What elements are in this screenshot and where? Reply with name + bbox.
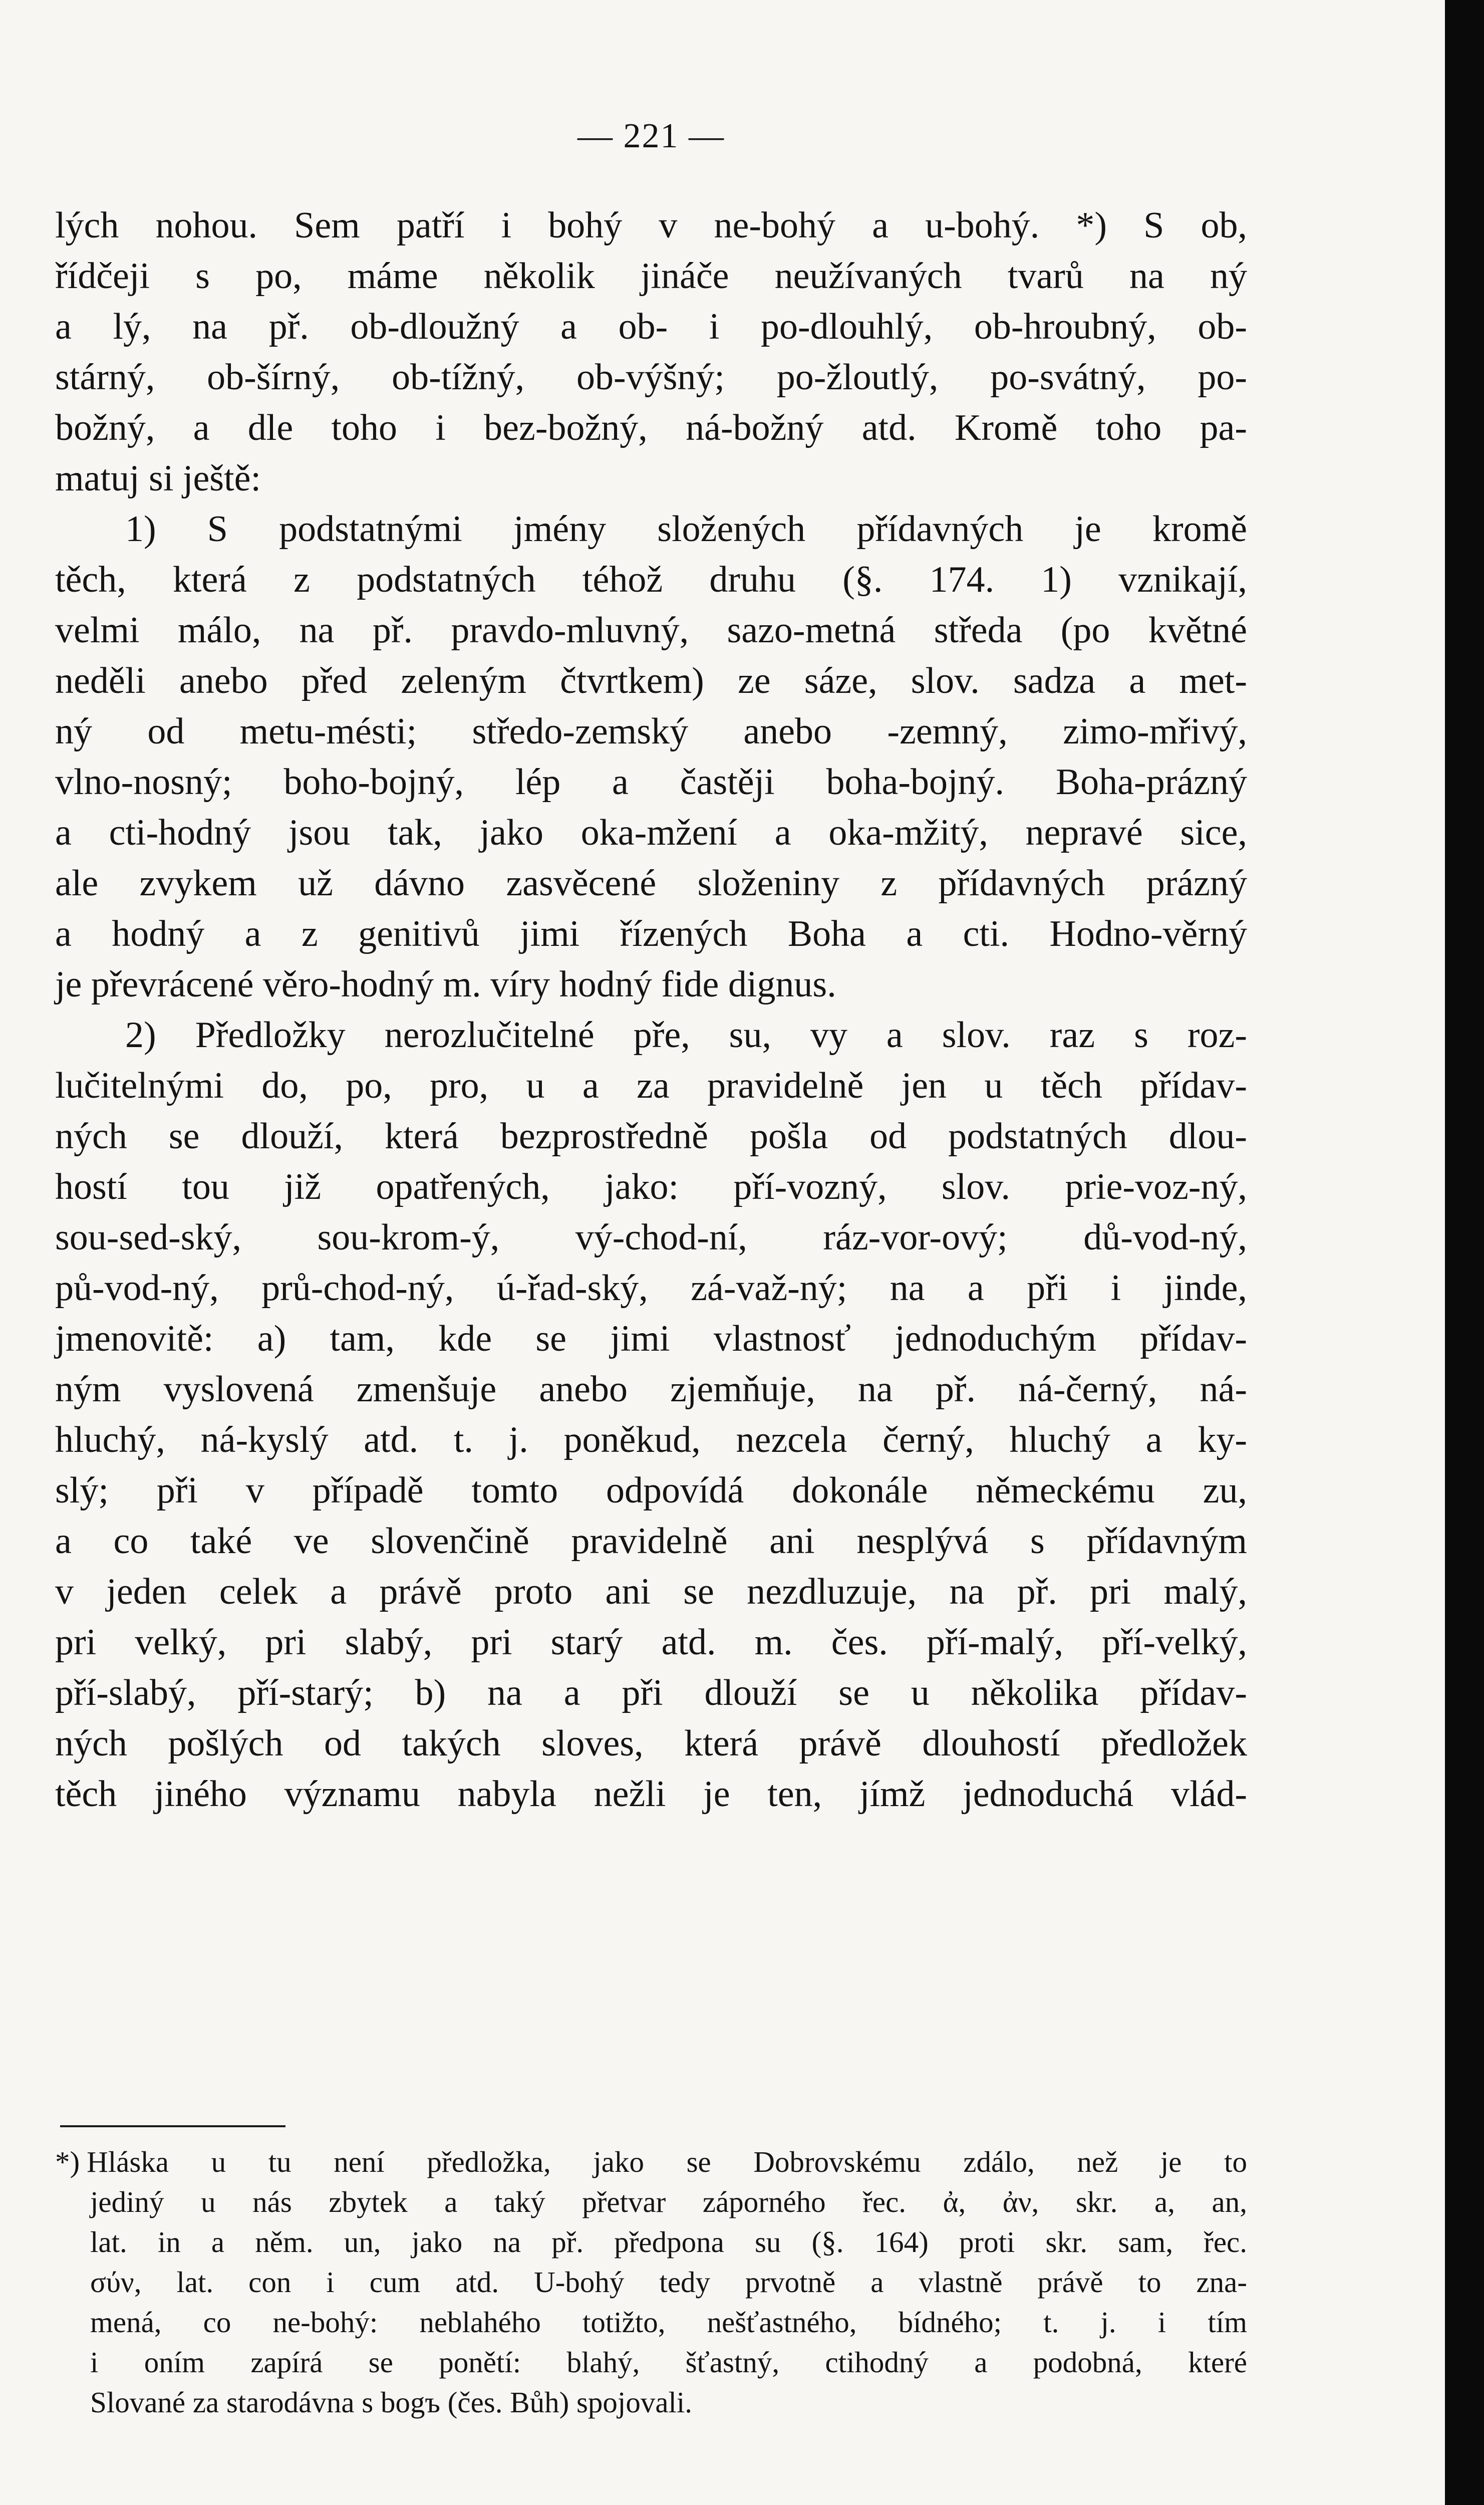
text-line: ných pošlých od takých sloves, která právě dlouhostí předložek — [55, 1723, 1247, 1764]
text-line: jmenovitě: a) tam, kde se jimi vlastnosť jednoduchým přídav- — [55, 1318, 1247, 1359]
scan-border — [1445, 0, 1484, 2505]
text-line: vlno-nosný; boho-bojný, lép a častěji boha-bojný. Boha-prázný — [55, 762, 1247, 803]
footnote-line: i oním zapírá se ponětí: blahý, šťastný, ctihodný a podobná, které — [90, 2346, 1247, 2379]
footnote — [55, 2142, 1247, 2422]
footnote-line: σύν, lat. con i cum atd. U-bohý tedy prvotně a vlastně právě to zna- — [90, 2266, 1247, 2299]
text-line: stárný, ob-šírný, ob-tížný, ob-výšný; po-žloutlý, po-svátný, po- — [55, 357, 1247, 398]
text-line: hluchý, ná-kyslý atd. t. j. poněkud, nezcela černý, hluchý a ky- — [55, 1419, 1247, 1460]
text-line: velmi málo, na př. pravdo-mluvný, sazo-metná středa (po květné — [55, 610, 1247, 651]
footnote-line: lat. in a něm. un, jako na př. předpona su (§. 164) proti skr. sam, řec. — [90, 2225, 1247, 2259]
text-line: těch, která z podstatných téhož druhu (§. 174. 1) vznikají, — [55, 559, 1247, 600]
text-line: je převrácené věro-hodný m. víry hodný fide dignus. — [55, 964, 836, 1005]
text-line: a hodný a z genitivů jimi řízených Boha a cti. Hodno-věrný — [55, 913, 1247, 954]
text-line: sou-sed-ský, sou-krom-ý, vý-chod-ní, ráz-vor-ový; dů-vod-ný, — [55, 1217, 1247, 1258]
text-line: a lý, na př. ob-dloužný a ob- i po-dlouhlý, ob-hroubný, ob- — [55, 306, 1247, 347]
text-line: těch jiného významu nabyla nežli je ten, jímž jednoduchá vlád- — [55, 1774, 1247, 1815]
text-line: a co také ve slovenčině pravidelně ani nesplývá s přídavným — [55, 1521, 1247, 1562]
paragraph-start-line: 2) Předložky nerozlučitelné pře, su, vy a slov. raz s roz- — [125, 1015, 1247, 1056]
text-line: pri velký, pri slabý, pri starý atd. m. čes. pří-malý, pří-velký, — [55, 1622, 1247, 1663]
text-line: lučitelnými do, po, pro, u a za pravidelně jen u těch přídav- — [55, 1065, 1247, 1106]
text-line: slý; při v případě tomto odpovídá dokonále německému zu, — [55, 1470, 1247, 1511]
text-line: ný od metu-mésti; středo-zemský anebo -zemný, zimo-mřivý, — [55, 711, 1247, 752]
footnote-divider — [60, 2125, 285, 2127]
footnote-marker: *) — [55, 2145, 80, 2178]
text-line: pří-slabý, pří-starý; b) na a při dlouží se u několika přídav- — [55, 1672, 1247, 1713]
text-line: matuj si ještě: — [55, 458, 261, 499]
text-line: řídčeji s po, máme několik jináče neužívaných tvarů na ný — [55, 256, 1247, 297]
footnote-line — [55, 2142, 1247, 2182]
text-line: neděli anebo před zeleným čtvrtkem) ze sáze, slov. sadza a met- — [55, 660, 1247, 701]
paragraph-start-line: 1) S podstatnými jmény složených přídavných je kromě — [125, 509, 1247, 550]
text-line: božný, a dle toho i bez-božný, ná-božný atd. Kromě toho pa- — [55, 407, 1247, 448]
footnote-line: jediný u nás zbytek a taký přetvar záporného řec. ἀ, ἀν, skr. a, an, — [90, 2185, 1247, 2218]
text-line: ných se dlouží, která bezprostředně pošla od podstatných dlou- — [55, 1116, 1247, 1157]
text-line: hostí tou již opatřených, jako: pří-vozný, slov. prie-voz-ný, — [55, 1166, 1247, 1207]
text-line: a cti-hodný jsou tak, jako oka-mžení a oka-mžitý, nepravé sice, — [55, 812, 1247, 853]
footnote-line: mená, co ne-bohý: neblahého totižto, nešťastného, bídného; t. j. i tím — [90, 2306, 1247, 2339]
text-line: lých nohou. Sem patří i bohý v ne-bohý a u-bohý. *) S ob, — [55, 205, 1247, 246]
text-line: v jeden celek a právě proto ani se nezdluzuje, na př. pri malý, — [55, 1571, 1247, 1612]
text-line: ale zvykem už dávno zasvěcené složeniny z přídavných prázný — [55, 863, 1247, 904]
body-text — [55, 200, 1247, 1820]
footnote-text: Hláska u tu není předložka, jako se Dobrovskému zdálo, než je to — [87, 2145, 1247, 2178]
text-line: ným vyslovená zmenšuje anebo zjemňuje, na př. ná-černý, ná- — [55, 1369, 1247, 1410]
footnote-line: Slované za starodávna s bogъ (čes. Bůh) spojovali. — [90, 2386, 693, 2419]
text-line: pů-vod-ný, prů-chod-ný, ú-řad-ský, zá-važ-ný; na a při i jinde, — [55, 1268, 1247, 1309]
page-number: — 221 — — [577, 117, 725, 155]
